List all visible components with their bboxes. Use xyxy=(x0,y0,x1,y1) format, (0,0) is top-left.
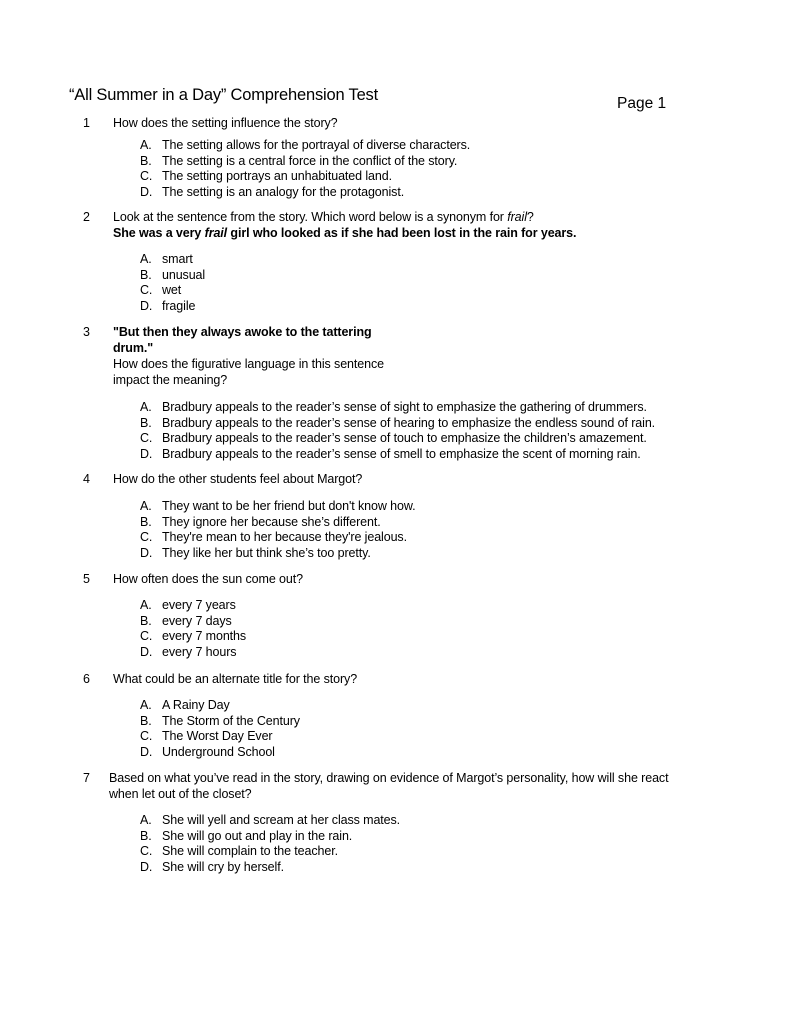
question-body xyxy=(113,671,673,687)
option-letter: D. xyxy=(140,446,153,461)
question-text-after: ? xyxy=(526,210,534,224)
question-body xyxy=(113,324,673,388)
answer-option-a[interactable] xyxy=(140,598,700,614)
option-letter: C. xyxy=(140,431,153,445)
page-header xyxy=(0,0,790,130)
answer-option-c[interactable] xyxy=(140,530,700,546)
story-quote: "But then they always awoke to the tattering drum." xyxy=(113,325,372,355)
option-letter: C. xyxy=(140,629,153,643)
answer-option-c[interactable] xyxy=(140,169,700,185)
answer-option-b[interactable] xyxy=(140,268,700,284)
option-letter: D. xyxy=(140,859,153,874)
option-letter: D. xyxy=(140,184,153,199)
answer-option-b[interactable] xyxy=(140,714,700,730)
answer-option-b[interactable] xyxy=(140,154,700,170)
option-text: The Storm of the Century xyxy=(162,713,300,728)
answer-option-a[interactable] xyxy=(140,252,700,268)
option-letter: D. xyxy=(140,644,153,659)
answer-options xyxy=(140,400,700,462)
option-text: She will go out and play in the rain. xyxy=(162,828,353,843)
question-text: How do the other students feel about Margot? xyxy=(113,472,363,486)
option-letter: A. xyxy=(140,400,152,414)
option-text: every 7 hours xyxy=(162,644,237,659)
question-text xyxy=(113,209,673,225)
option-letter: B. xyxy=(140,153,152,168)
option-text: fragile xyxy=(162,298,196,313)
option-letter: B. xyxy=(140,267,152,282)
answer-option-b[interactable] xyxy=(140,515,700,531)
answer-option-c[interactable] xyxy=(140,431,700,447)
emphasized-word: frail xyxy=(507,210,527,224)
option-letter: C. xyxy=(140,169,153,183)
option-text: Bradbury appeals to the reader’s sense of touch to emphasize the children’s amazement. xyxy=(162,431,647,445)
option-letter: C. xyxy=(140,530,153,544)
option-text: unusual xyxy=(162,267,206,282)
option-text: Bradbury appeals to the reader’s sense of hearing to emphasize the endless sound of rain. xyxy=(162,415,656,430)
answer-option-a[interactable] xyxy=(140,813,700,829)
option-letter: D. xyxy=(140,298,153,313)
answer-option-b[interactable] xyxy=(140,829,700,845)
option-text: every 7 years xyxy=(162,598,236,612)
option-letter: A. xyxy=(140,813,152,827)
option-letter: C. xyxy=(140,844,153,858)
question-text: Based on what you’ve read in the story, drawing on evidence of Margot’s personality, how will she react when let out of the closet? xyxy=(109,771,669,801)
question-text: How does the setting influence the story? xyxy=(113,116,338,130)
option-text: A Rainy Day xyxy=(162,698,230,712)
question-body xyxy=(113,471,673,487)
answer-option-b[interactable] xyxy=(140,416,700,432)
option-text: She will cry by herself. xyxy=(162,859,284,874)
option-letter: A. xyxy=(140,138,152,152)
option-letter: B. xyxy=(140,713,152,728)
question-number: 7 xyxy=(83,771,90,785)
answer-options xyxy=(140,598,700,660)
option-letter: D. xyxy=(140,744,153,759)
question-number: 2 xyxy=(83,210,90,224)
option-letter: A. xyxy=(140,698,152,712)
option-text: The setting is a central force in the conflict of the story. xyxy=(162,153,458,168)
answer-option-d[interactable] xyxy=(140,546,700,562)
option-text: Bradbury appeals to the reader’s sense of smell to emphasize the scent of morning rain. xyxy=(162,446,641,461)
option-text: wet xyxy=(162,283,182,297)
test-title: “All Summer in a Day” Comprehension Test xyxy=(69,86,378,104)
question-text: How does the figurative language in this sentence impact the meaning? xyxy=(113,357,384,387)
option-text: The setting portrays an unhabituated land. xyxy=(162,169,392,183)
question-number: 6 xyxy=(83,672,90,686)
answer-option-a[interactable] xyxy=(140,698,700,714)
quote-after: girl who looked as if she had been lost in the rain for years. xyxy=(227,226,577,240)
quote-before: She was a very xyxy=(113,226,205,240)
option-text: She will yell and scream at her class mates. xyxy=(162,813,401,827)
answer-option-d[interactable] xyxy=(140,185,700,201)
answer-option-c[interactable] xyxy=(140,629,700,645)
answer-option-d[interactable] xyxy=(140,860,700,876)
answer-option-a[interactable] xyxy=(140,138,700,154)
option-text: Underground School xyxy=(162,744,275,759)
question-body xyxy=(113,571,673,587)
answer-option-d[interactable] xyxy=(140,299,700,315)
question-number: 5 xyxy=(83,572,90,586)
answer-option-d[interactable] xyxy=(140,447,700,463)
answer-option-c[interactable] xyxy=(140,844,700,860)
question-number: 3 xyxy=(83,325,90,339)
quote-emphasized-word: frail xyxy=(204,226,228,240)
option-text: They're mean to her because they're jealous. xyxy=(162,530,407,544)
answer-options xyxy=(140,499,700,561)
answer-option-b[interactable] xyxy=(140,614,700,630)
question-body xyxy=(113,115,673,131)
option-text: The Worst Day Ever xyxy=(162,729,273,743)
question-text-before: Look at the sentence from the story. Which word below is a synonym for xyxy=(113,210,508,224)
page-number: Page 1 xyxy=(617,95,667,112)
option-text: every 7 months xyxy=(162,629,247,643)
option-letter: A. xyxy=(140,499,152,513)
option-letter: B. xyxy=(140,613,152,628)
option-letter: D. xyxy=(140,545,153,560)
question-body xyxy=(109,770,669,802)
option-text: Bradbury appeals to the reader’s sense of sight to emphasize the gathering of drummers. xyxy=(162,400,647,414)
option-letter: B. xyxy=(140,514,152,529)
option-text: every 7 days xyxy=(162,613,232,628)
answer-options xyxy=(140,138,700,200)
answer-options xyxy=(140,698,700,760)
option-letter: B. xyxy=(140,415,152,430)
option-letter: A. xyxy=(140,252,152,266)
question-number: 1 xyxy=(83,116,90,130)
option-letter: A. xyxy=(140,598,152,612)
option-letter: B. xyxy=(140,828,152,843)
question-text: How often does the sun come out? xyxy=(113,572,303,586)
answer-options xyxy=(140,252,700,314)
option-text: smart xyxy=(162,252,193,266)
answer-option-d[interactable] xyxy=(140,745,700,761)
story-quote xyxy=(113,225,673,241)
question-number: 4 xyxy=(83,472,90,486)
answer-option-a[interactable] xyxy=(140,400,700,416)
option-letter: C. xyxy=(140,729,153,743)
option-text: The setting allows for the portrayal of diverse characters. xyxy=(162,138,471,152)
answer-options xyxy=(140,813,700,875)
option-text: They want to be her friend but don't know how. xyxy=(162,499,416,513)
answer-option-d[interactable] xyxy=(140,645,700,661)
answer-option-c[interactable] xyxy=(140,283,700,299)
option-text: The setting is an analogy for the protagonist. xyxy=(162,184,405,199)
option-text: They ignore her because she’s different. xyxy=(162,514,381,529)
option-text: She will complain to the teacher. xyxy=(162,844,338,858)
question-text: What could be an alternate title for the story? xyxy=(113,672,358,686)
option-text: They like her but think she’s too pretty. xyxy=(162,545,371,560)
answer-option-a[interactable] xyxy=(140,499,700,515)
answer-option-c[interactable] xyxy=(140,729,700,745)
option-letter: C. xyxy=(140,283,153,297)
question-body xyxy=(113,209,673,241)
